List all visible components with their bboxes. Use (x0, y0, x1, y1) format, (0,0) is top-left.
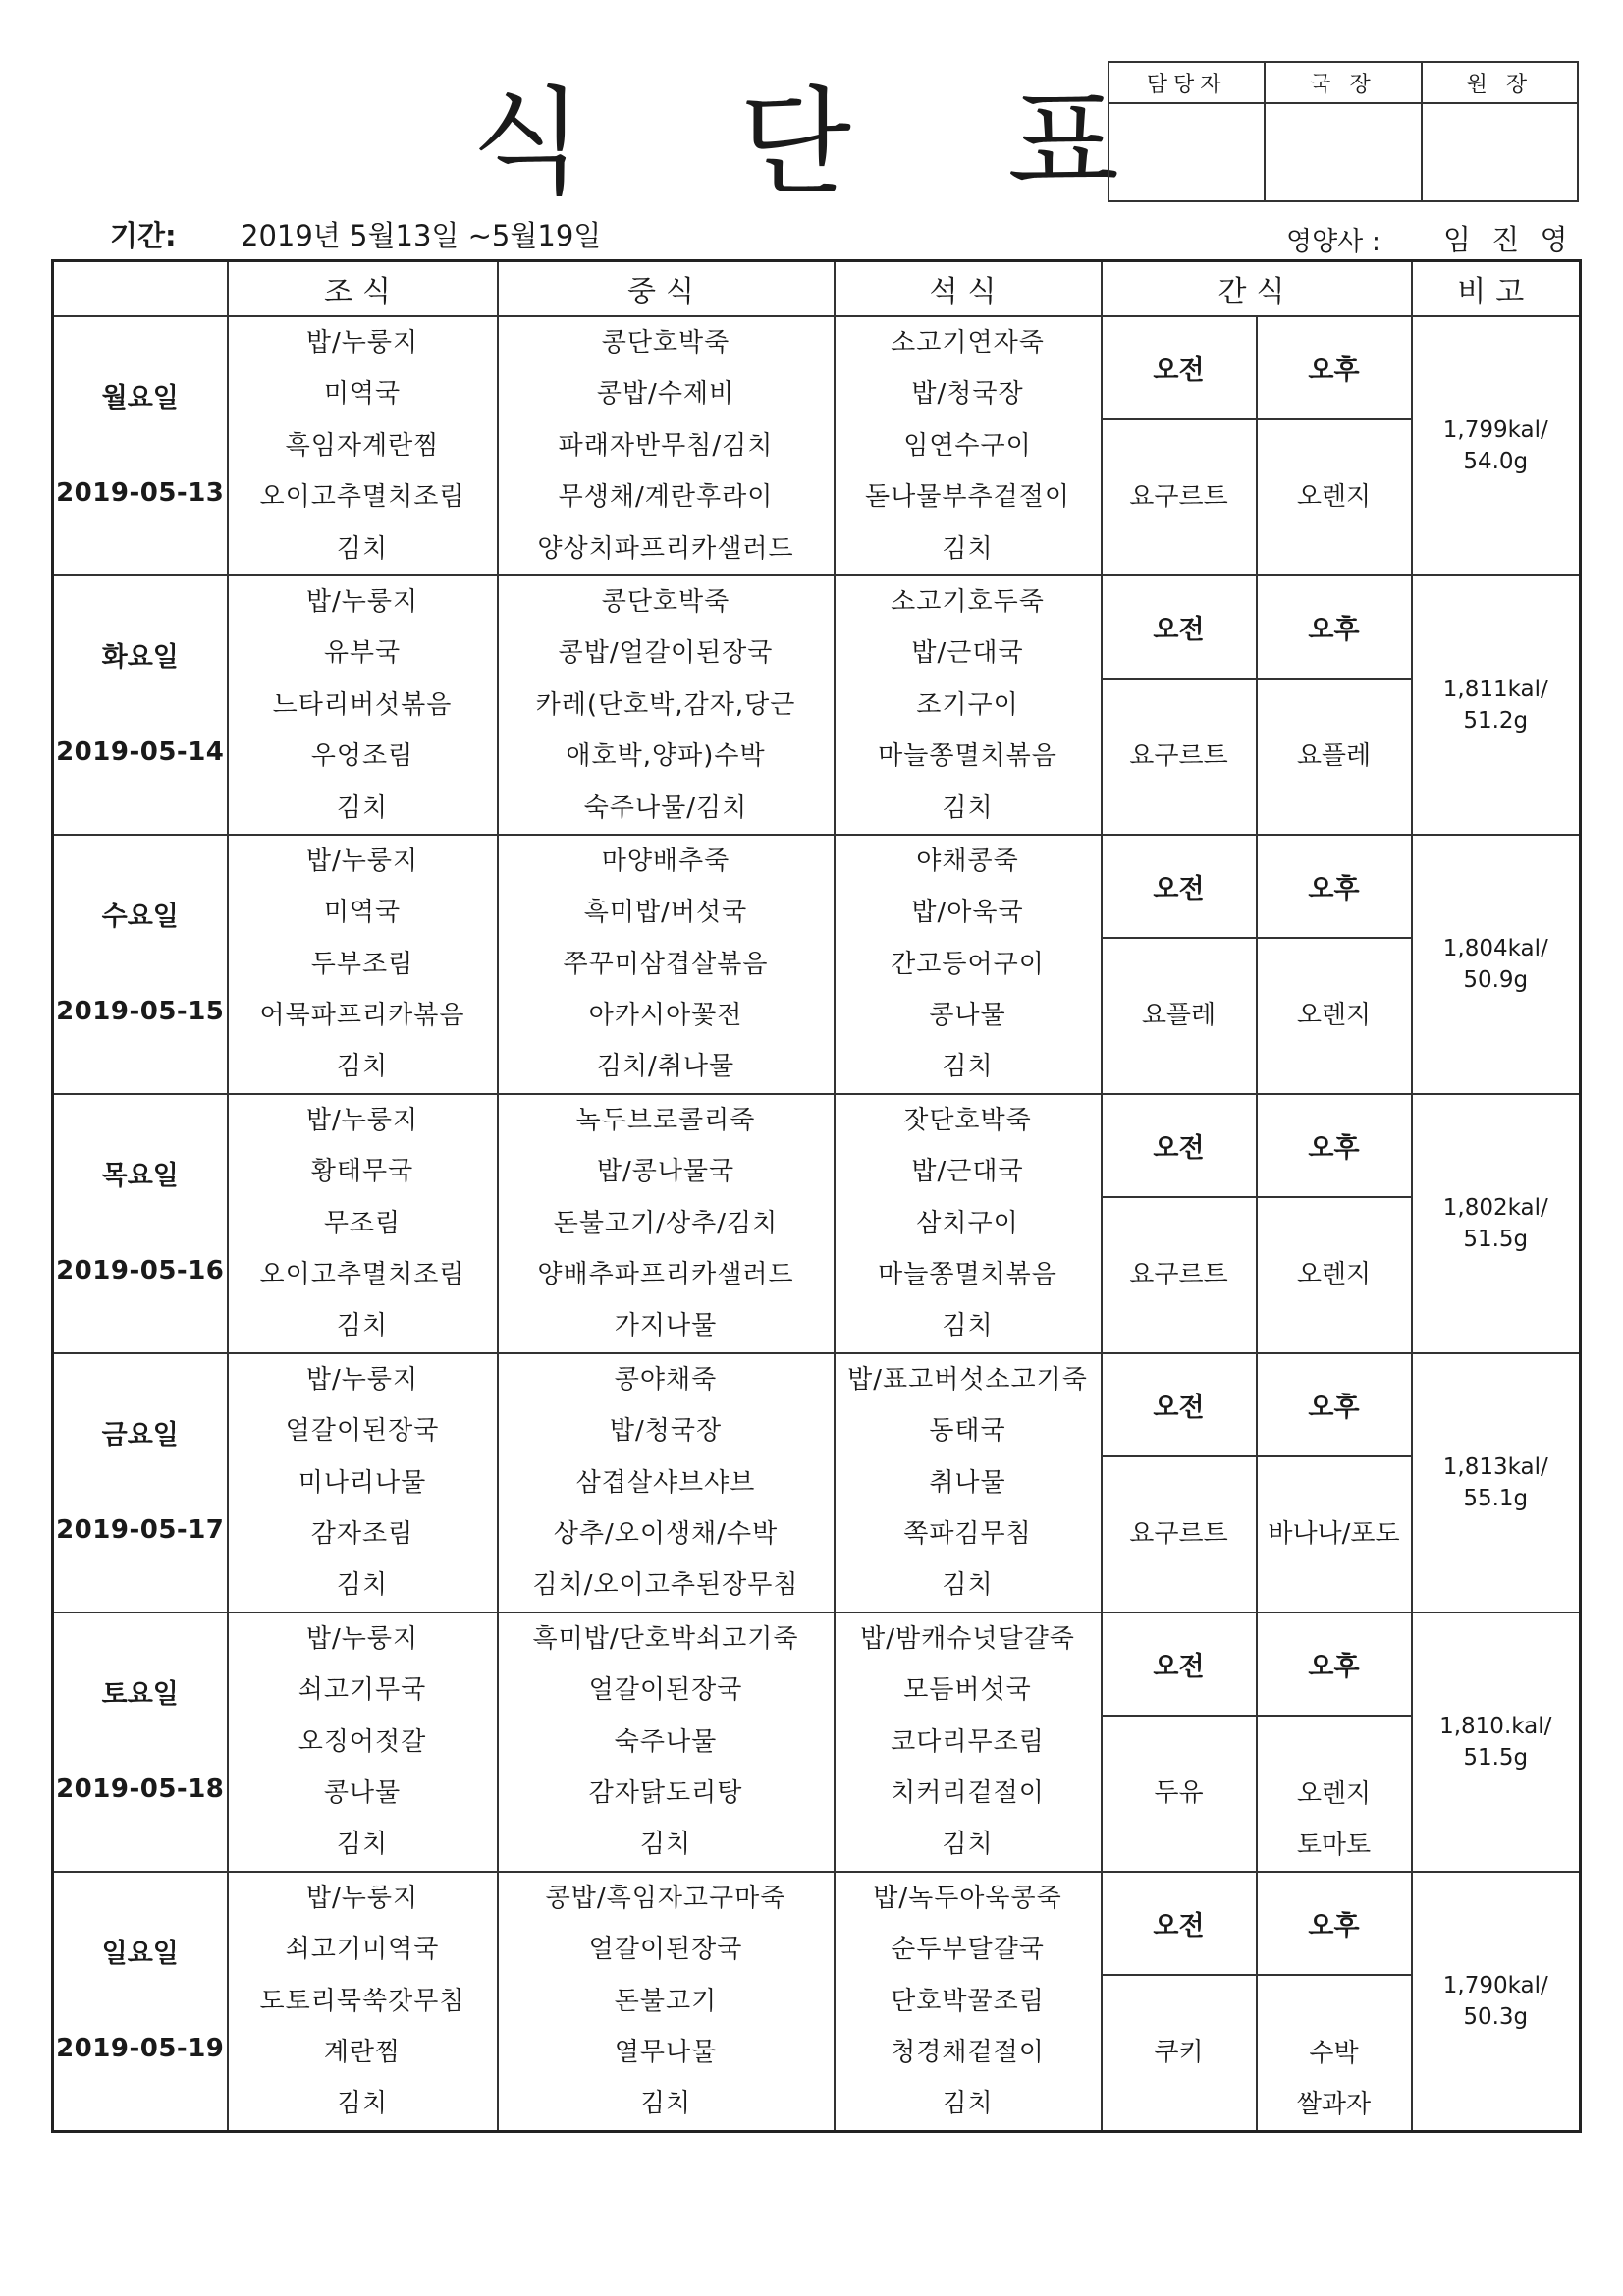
breakfast-item: 미나리나물 (298, 1467, 427, 1498)
note-line: 51.5g (1463, 1226, 1529, 1252)
dinner-item: 동태국 (929, 1416, 1006, 1447)
note-line: 1,810.kal/ (1439, 1713, 1552, 1739)
snack-pm-item: 요플레 (1296, 741, 1372, 772)
dinner-item: 잣단호박죽 (903, 1105, 1032, 1135)
snack-pm-item: 오렌지 (1296, 1778, 1372, 1809)
signature-box[interactable] (1265, 103, 1421, 201)
dinner-cell (835, 1872, 1102, 2131)
dinner-item: 밥/청국장 (911, 379, 1024, 410)
title-char: 단 (739, 75, 851, 210)
snack-am-item: 요구르트 (1129, 1519, 1228, 1550)
lunch-item: 돈불고기/상추/김치 (553, 1208, 779, 1238)
breakfast-item: 밥/누룽지 (305, 1883, 419, 1913)
lunch-item: 아카시아꽃전 (588, 1001, 743, 1031)
dinner-item: 쪽파김무침 (903, 1518, 1032, 1549)
dinner-item: 간고등어구이 (891, 949, 1045, 979)
snack-am-item: 요플레 (1141, 1001, 1217, 1031)
dinner-item: 삼치구이 (916, 1208, 1019, 1238)
breakfast-item: 계란찜 (323, 2037, 402, 2067)
dinner-item: 김치 (942, 1570, 994, 1601)
breakfast-item: 오이고추멸치조림 (259, 1260, 465, 1290)
day-name: 월요일 (101, 383, 179, 414)
dinner-item: 취나물 (929, 1467, 1006, 1498)
day-cell (53, 1872, 228, 2131)
period-label: 기간: (110, 219, 177, 252)
dinner-cell (835, 316, 1102, 575)
lunch-item: 밥/청국장 (609, 1416, 723, 1447)
lunch-item: 콩밥/흑임자고구마죽 (545, 1883, 786, 1913)
lunch-item: 밥/콩나물국 (596, 1157, 735, 1187)
lunch-item: 흑미밥/버섯국 (583, 898, 748, 928)
breakfast-item: 오징어젓갈 (298, 1726, 427, 1757)
day-cell (53, 1094, 228, 1353)
lunch-item: 감자닭도리탕 (588, 1777, 743, 1808)
note-cell (1412, 316, 1581, 575)
snack-pm-item: 토마토 (1296, 1830, 1372, 1860)
dinner-item: 밥/아욱국 (911, 898, 1024, 928)
dinner-item: 김치 (942, 793, 994, 823)
note-cell (1412, 835, 1581, 1094)
breakfast-item: 김치 (336, 793, 389, 823)
snack-pm-label: 오후 (1257, 1094, 1412, 1197)
note-cell (1412, 575, 1581, 835)
menu-body (53, 316, 1581, 2131)
dietitian-label: 영양사 : (1286, 227, 1380, 257)
note-cell (1412, 1872, 1581, 2131)
day-row (53, 1094, 1581, 1197)
breakfast-item: 김치 (336, 1830, 389, 1860)
menu-table (51, 259, 1582, 2133)
note-cell (1412, 1353, 1581, 1613)
lunch-item: 김치/취나물 (596, 1052, 735, 1082)
lunch-item: 콩야채죽 (614, 1364, 718, 1394)
breakfast-item: 김치 (336, 1311, 389, 1341)
dinner-item: 밥/근대국 (911, 638, 1024, 669)
day-name: 일요일 (101, 1939, 179, 1970)
day-name: 수요일 (101, 902, 179, 933)
dietitian-name: 임 진 영 (1443, 223, 1574, 256)
day-cell (53, 575, 228, 835)
note-line: 50.9g (1463, 966, 1529, 993)
lunch-item: 마양배추죽 (601, 846, 730, 876)
note-line: 54.0g (1463, 448, 1529, 474)
snack-am-cell (1102, 1456, 1257, 1613)
dinner-item: 밥/밤캐슈넛달걀죽 (860, 1623, 1075, 1654)
signature-box[interactable] (1422, 103, 1578, 201)
note-line: 50.3g (1463, 2003, 1529, 2030)
approval-box (1108, 61, 1579, 202)
dinner-item: 밥/녹두아욱콩죽 (873, 1883, 1062, 1913)
day-cell (53, 1353, 228, 1613)
dinner-cell (835, 1094, 1102, 1353)
breakfast-item: 밥/누룽지 (305, 1364, 419, 1394)
breakfast-item: 밥/누룽지 (305, 1105, 419, 1135)
snack-pm-item: 오렌지 (1296, 1260, 1372, 1290)
snack-pm-item: 바나나/포도 (1268, 1519, 1400, 1550)
lunch-item: 콩단호박죽 (601, 586, 730, 617)
dinner-item: 치커리겉절이 (891, 1777, 1045, 1808)
note-line: 51.5g (1463, 1744, 1529, 1771)
column-header-lunch: 중식 (498, 261, 835, 317)
day-date: 2019-05-13 (56, 478, 225, 509)
snack-pm-label: 오후 (1257, 1613, 1412, 1716)
dinner-cell (835, 1353, 1102, 1613)
day-date: 2019-05-19 (56, 2034, 225, 2064)
breakfast-cell (228, 575, 498, 835)
dinner-cell (835, 835, 1102, 1094)
day-name: 화요일 (101, 642, 179, 674)
snack-am-label: 오전 (1102, 835, 1257, 938)
breakfast-item: 밥/누룽지 (305, 1623, 419, 1654)
lunch-item: 김치 (639, 1830, 692, 1860)
title-char: 표 (1007, 75, 1119, 210)
dinner-item: 김치 (942, 2089, 994, 2119)
breakfast-item: 어묵파프리카볶음 (259, 1001, 465, 1031)
lunch-item: 흑미밥/단호박쇠고기죽 (532, 1623, 799, 1654)
breakfast-item: 유부국 (323, 638, 402, 669)
lunch-item: 김치/오이고추된장무침 (532, 1570, 799, 1601)
lunch-item: 애호박,양파)수박 (566, 741, 766, 772)
dinner-item: 임연수구이 (903, 430, 1032, 461)
lunch-cell (498, 1613, 835, 1872)
snack-am-cell (1102, 1975, 1257, 2131)
breakfast-item: 김치 (336, 533, 389, 564)
dinner-item: 야채콩죽 (916, 846, 1019, 876)
breakfast-item: 밥/누룽지 (305, 328, 419, 357)
snack-am-cell (1102, 1716, 1257, 1872)
dinner-item: 돋나물부추겉절이 (865, 482, 1070, 513)
breakfast-item: 김치 (336, 1570, 389, 1601)
lunch-cell (498, 1094, 835, 1353)
column-header-dinner: 석식 (835, 261, 1102, 317)
day-row (53, 316, 1581, 419)
snack-am-label: 오전 (1102, 1872, 1257, 1975)
snack-pm-label: 오후 (1257, 316, 1412, 419)
snack-pm-cell (1257, 1975, 1412, 2131)
day-row (53, 835, 1581, 938)
note-line: 1,802kal/ (1442, 1194, 1548, 1221)
lunch-cell (498, 835, 835, 1094)
snack-am-cell (1102, 679, 1257, 835)
lunch-item: 상추/오이생채/수박 (553, 1518, 779, 1549)
dinner-item: 김치 (942, 1311, 994, 1341)
lunch-item: 얼갈이된장국 (588, 1675, 743, 1706)
day-cell (53, 835, 228, 1094)
dinner-item: 조기구이 (916, 689, 1019, 720)
column-header-snack: 간식 (1102, 261, 1412, 317)
lunch-item: 양상치파프리카샐러드 (537, 533, 794, 564)
breakfast-cell (228, 835, 498, 1094)
breakfast-item: 미역국 (323, 379, 402, 410)
lunch-cell (498, 1353, 835, 1613)
snack-am-item: 쿠키 (1154, 2038, 1204, 2068)
dinner-item: 마늘쫑멸치볶음 (878, 1260, 1057, 1290)
signature-box[interactable] (1109, 103, 1265, 201)
day-date: 2019-05-14 (56, 738, 225, 768)
dinner-item: 밥/표고버섯소고기죽 (847, 1364, 1088, 1394)
breakfast-item: 쇠고기미역국 (285, 1935, 440, 1965)
lunch-item: 숙주나물 (614, 1726, 718, 1757)
note-line: 55.1g (1463, 1485, 1529, 1511)
dinner-cell (835, 1613, 1102, 1872)
dinner-item: 김치 (942, 1830, 994, 1860)
approval-label: 담당자 (1109, 62, 1265, 103)
day-row (53, 575, 1581, 679)
dinner-item: 소고기연자죽 (891, 328, 1045, 357)
snack-pm-item: 쌀과자 (1296, 2089, 1372, 2119)
dinner-cell (835, 575, 1102, 835)
breakfast-item: 밥/누룽지 (305, 586, 419, 617)
snack-am-item: 요구르트 (1129, 1260, 1228, 1290)
day-name: 금요일 (101, 1420, 179, 1451)
note-line: 1,799kal/ (1442, 416, 1548, 443)
snack-am-label: 오전 (1102, 1613, 1257, 1716)
dinner-item: 콩나물 (929, 1001, 1006, 1031)
breakfast-cell (228, 1094, 498, 1353)
dinner-item: 밥/근대국 (911, 1157, 1024, 1187)
snack-am-item: 요구르트 (1129, 482, 1228, 513)
breakfast-item: 도토리묵쑥갓무침 (259, 1986, 465, 2016)
dinner-item: 소고기호두죽 (891, 586, 1045, 617)
snack-am-item: 요구르트 (1129, 741, 1228, 772)
breakfast-item: 오이고추멸치조림 (259, 482, 465, 513)
approval-label: 원 장 (1422, 62, 1578, 103)
day-row (53, 1613, 1581, 1716)
breakfast-item: 감자조림 (310, 1518, 414, 1549)
snack-am-label: 오전 (1102, 316, 1257, 419)
lunch-item: 쭈꾸미삼겹살볶음 (563, 949, 769, 979)
note-line: 1,790kal/ (1442, 1972, 1548, 1998)
lunch-item: 가지나물 (614, 1311, 718, 1341)
breakfast-item: 밥/누룽지 (305, 846, 419, 876)
snack-pm-item: 오렌지 (1296, 482, 1372, 513)
lunch-item: 카레(단호박,감자,당근 (535, 689, 796, 720)
lunch-item: 콩밥/수제비 (596, 379, 735, 410)
snack-am-label: 오전 (1102, 1094, 1257, 1197)
period-value: 2019년 5월13일 ~5월19일 (241, 219, 602, 252)
note-line: 1,804kal/ (1442, 935, 1548, 961)
snack-am-cell (1102, 419, 1257, 575)
breakfast-item: 김치 (336, 2089, 389, 2119)
corner-cell (53, 261, 228, 317)
lunch-cell (498, 575, 835, 835)
note-line: 1,811kal/ (1442, 676, 1548, 702)
note-cell (1412, 1094, 1581, 1353)
breakfast-item: 콩나물 (323, 1777, 402, 1808)
column-header-note: 비고 (1412, 261, 1581, 317)
breakfast-item: 두부조림 (310, 949, 414, 979)
day-row (53, 1353, 1581, 1456)
snack-am-cell (1102, 938, 1257, 1094)
breakfast-item: 쇠고기무국 (298, 1675, 427, 1706)
day-row (53, 1872, 1581, 1975)
breakfast-item: 우엉조림 (310, 741, 414, 772)
title-char: 식 (471, 75, 583, 210)
dinner-item: 순두부달걀국 (891, 1935, 1045, 1965)
lunch-item: 양배추파프리카샐러드 (537, 1260, 794, 1290)
lunch-item: 열무나물 (614, 2037, 718, 2067)
lunch-item: 무생채/계란후라이 (558, 482, 774, 513)
breakfast-item: 김치 (336, 1052, 389, 1082)
snack-pm-item: 오렌지 (1296, 1001, 1372, 1031)
day-date: 2019-05-18 (56, 1775, 225, 1805)
lunch-item: 돈불고기 (614, 1986, 718, 2016)
snack-pm-item: 수박 (1309, 2038, 1359, 2068)
day-cell (53, 316, 228, 575)
day-date: 2019-05-16 (56, 1256, 225, 1286)
day-cell (53, 1613, 228, 1872)
lunch-item: 얼갈이된장국 (588, 1935, 743, 1965)
note-line: 1,813kal/ (1442, 1453, 1548, 1480)
lunch-cell (498, 1872, 835, 2131)
dinner-item: 단호박꿀조림 (891, 1986, 1045, 2016)
column-header-breakfast: 조식 (228, 261, 498, 317)
lunch-item: 숙주나물/김치 (583, 793, 748, 823)
breakfast-cell (228, 316, 498, 575)
breakfast-item: 얼갈이된장국 (285, 1416, 440, 1447)
lunch-item: 삼겹살샤브샤브 (575, 1467, 756, 1498)
breakfast-item: 황태무국 (310, 1157, 414, 1187)
day-date: 2019-05-17 (56, 1515, 225, 1546)
snack-am-cell (1102, 1197, 1257, 1353)
breakfast-item: 느타리버섯볶음 (272, 689, 453, 720)
lunch-item: 파래자반무침/김치 (558, 430, 774, 461)
snack-pm-cell (1257, 1456, 1412, 1613)
breakfast-item: 미역국 (323, 898, 402, 928)
snack-am-label: 오전 (1102, 575, 1257, 679)
snack-pm-cell (1257, 679, 1412, 835)
snack-am-label: 오전 (1102, 1353, 1257, 1456)
note-line: 51.2g (1463, 707, 1529, 734)
snack-am-item: 두유 (1154, 1778, 1204, 1809)
day-date: 2019-05-15 (56, 997, 225, 1027)
snack-pm-label: 오후 (1257, 1353, 1412, 1456)
snack-pm-cell (1257, 1197, 1412, 1353)
dinner-item: 코다리무조림 (891, 1726, 1045, 1757)
dinner-item: 청경채겉절이 (891, 2037, 1045, 2067)
lunch-item: 김치 (639, 2089, 692, 2119)
breakfast-item: 무조림 (323, 1208, 402, 1238)
day-name: 토요일 (101, 1679, 179, 1711)
note-cell (1412, 1613, 1581, 1872)
breakfast-cell (228, 1353, 498, 1613)
dinner-item: 모듬버섯국 (903, 1675, 1032, 1706)
lunch-item: 콩밥/얼갈이된장국 (558, 638, 774, 669)
breakfast-cell (228, 1613, 498, 1872)
breakfast-cell (228, 1872, 498, 2131)
snack-pm-label: 오후 (1257, 1872, 1412, 1975)
day-name: 목요일 (101, 1161, 179, 1192)
lunch-item: 녹두브로콜리죽 (575, 1105, 756, 1135)
lunch-item: 콩단호박죽 (601, 328, 730, 357)
breakfast-item: 흑임자계란찜 (285, 430, 440, 461)
snack-pm-label: 오후 (1257, 575, 1412, 679)
approval-label: 국 장 (1265, 62, 1421, 103)
snack-pm-cell (1257, 419, 1412, 575)
dinner-item: 김치 (942, 1052, 994, 1082)
dinner-item: 김치 (942, 533, 994, 564)
lunch-cell (498, 316, 835, 575)
snack-pm-cell (1257, 938, 1412, 1094)
snack-pm-label: 오후 (1257, 835, 1412, 938)
snack-pm-cell (1257, 1716, 1412, 1872)
page-title (471, 59, 1119, 210)
dinner-item: 마늘쫑멸치볶음 (878, 741, 1057, 772)
